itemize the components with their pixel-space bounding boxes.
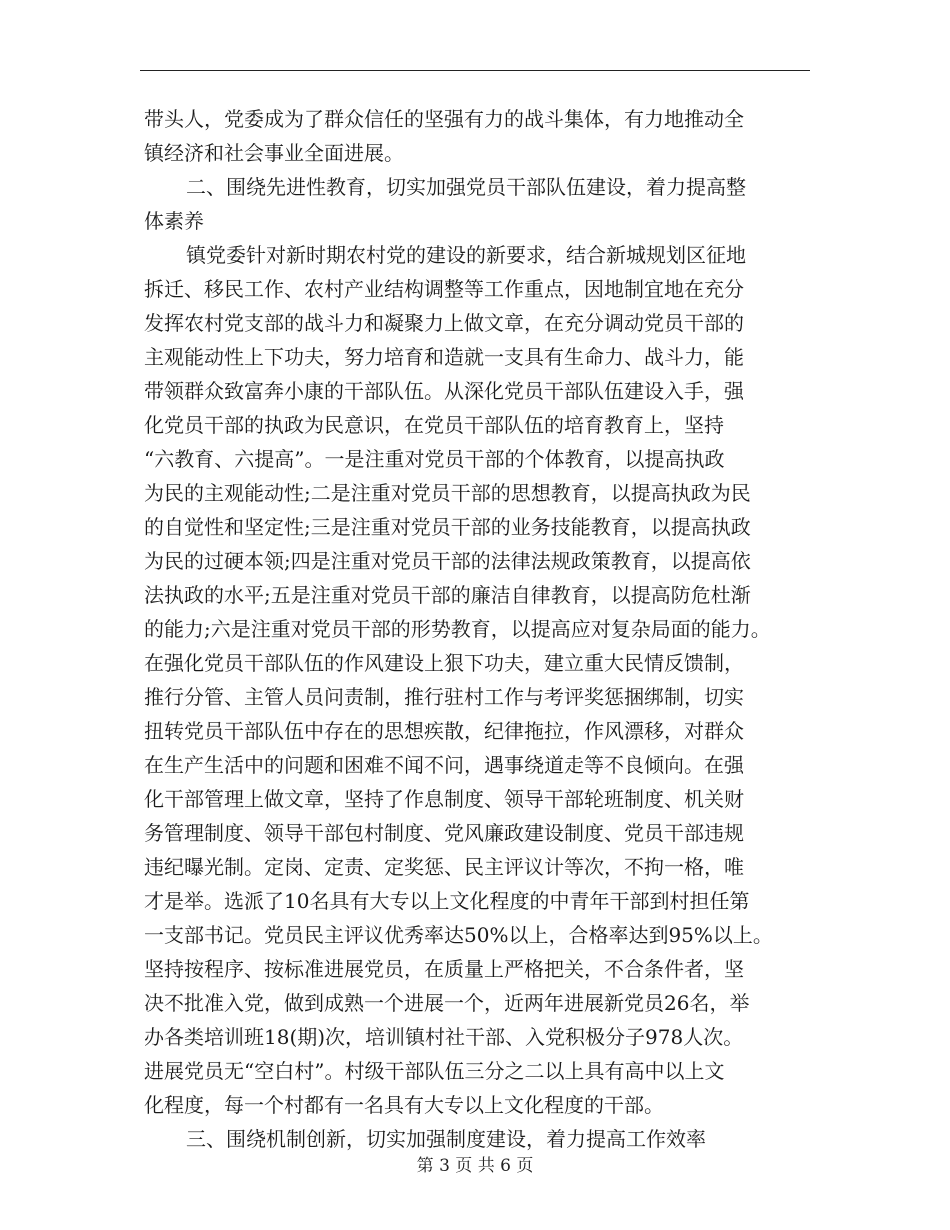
- text-line: 违纪曝光制。定岗、定责、定奖惩、民主评议计等次，不拘一格，唯: [144, 855, 744, 879]
- text-line: 带头人，党委成为了群众信任的坚强有力的战斗集体，有力地推动全: [144, 107, 744, 131]
- text-line: 二、围绕先进性教育，切实加强党员干部队伍建设，着力提高整: [186, 175, 746, 199]
- text-line: 一支部书记。党员民主评议优秀率达50%以上，合格率达到95%以上。: [144, 923, 773, 947]
- text-line: 扭转党员干部队伍中存在的思想疾散，纪律拖拉，作风漂移，对群众: [144, 719, 744, 743]
- text-line: 推行分管、主管人员问责制，推行驻村工作与考评奖惩捆绑制，切实: [144, 685, 744, 709]
- text-line: “六教育、六提高”。一是注重对党员干部的个体教育，以提高执政: [144, 447, 725, 471]
- text-line: 法执政的水平;五是注重对党员干部的廉洁自律教育，以提高防危杜渐: [144, 583, 751, 607]
- text-line: 进展党员无“空白村”。村级干部队伍三分之二以上具有高中以上文: [144, 1059, 725, 1083]
- text-line: 务管理制度、领导干部包村制度、党风廉政建设制度、党员干部违规: [144, 821, 744, 845]
- text-line: 办各类培训班18(期)次，培训镇村社干部、入党积极分子978人次。: [144, 1025, 744, 1049]
- text-line: 化干部管理上做文章，坚持了作息制度、领导干部轮班制度、机关财: [144, 787, 744, 811]
- text-line: 坚持按程序、按标准进展党员，在质量上严格把关，不合条件者，坚: [144, 957, 744, 981]
- text-line: 镇经济和社会事业全面进展。: [144, 141, 404, 165]
- text-line: 发挥农村党支部的战斗力和凝聚力上做文章，在充分调动党员干部的: [144, 311, 744, 335]
- text-line: 三、围绕机制创新，切实加强制度建设，着力提高工作效率: [186, 1127, 706, 1151]
- text-line: 为民的主观能动性;二是注重对党员干部的思想教育，以提高执政为民: [144, 481, 751, 505]
- text-line: 为民的过硬本领;四是注重对党员干部的法律法规政策教育，以提高依: [144, 549, 751, 573]
- document-body: [144, 102, 816, 1156]
- text-line: 带领群众致富奔小康的干部队伍。从深化党员干部队伍建设入手，强: [144, 379, 744, 403]
- page-number: 第 3 页 共 6 页: [416, 1156, 534, 1176]
- text-line: 化党员干部的执政为民意识，在党员干部队伍的培育教育上，坚持: [144, 413, 724, 437]
- text-line: 化程度，每一个村都有一名具有大专以上文化程度的干部。: [144, 1093, 664, 1117]
- text-line: 体素养: [144, 209, 204, 233]
- text-line: 主观能动性上下功夫，努力培育和造就一支具有生命力、战斗力，能: [144, 345, 744, 369]
- text-line: 的能力;六是注重对党员干部的形势教育，以提高应对复杂局面的能力。: [144, 617, 771, 641]
- text-line: 决不批准入党，做到成熟一个进展一个，近两年进展新党员26名，举: [144, 991, 750, 1015]
- text-line: 的自觉性和坚定性;三是注重对党员干部的业务技能教育，以提高执政: [144, 515, 751, 539]
- text-line: 拆迁、移民工作、农村产业结构调整等工作重点，因地制宜地在充分: [144, 277, 744, 301]
- text-line: 在生产生活中的问题和困难不闻不问，遇事绕道走等不良倾向。在强: [144, 753, 744, 777]
- text-line: 镇党委针对新时期农村党的建设的新要求，结合新城规划区征地: [186, 243, 746, 267]
- text-line: 才是举。选派了10名具有大专以上文化程度的中青年干部到村担任第: [144, 889, 750, 913]
- header-rule: [140, 70, 810, 71]
- text-line: 在强化党员干部队伍的作风建设上狠下功夫，建立重大民情反馈制，: [144, 651, 744, 675]
